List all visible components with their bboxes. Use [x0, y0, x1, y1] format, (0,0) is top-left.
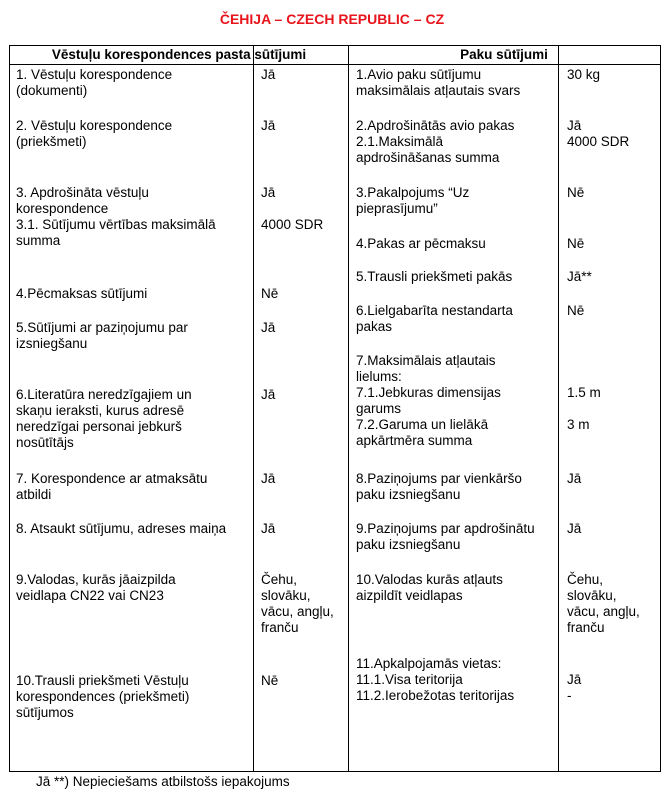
- parcels-header: Paku sūtījumi: [460, 47, 548, 62]
- parcels-row-7-label: 7.Maksimālais atļautais lielums: 7.1.Jebkuras dimensijas garums 7.2.Garuma un lielākā apkārtmēra summa: [356, 353, 501, 448]
- parcels-row-8-label: 8.Paziņojums par vienkāršo paku izsniegšanu: [356, 471, 522, 502]
- letters-row-1-label: 1. Vēstuļu korespondence (dokumenti): [16, 67, 173, 98]
- letters-header: Vēstuļu korespondences pasta sūtījumi: [51, 47, 307, 62]
- letters-row-7-label: 7. Korespondence ar atmaksātu atbildi: [16, 471, 208, 502]
- page-title: ČEHIJA – CZECH REPUBLIC – CZ: [219, 11, 445, 27]
- parcels-row-10-label: 10.Valodas kurās atļauts aizpildīt veidlapas: [356, 572, 503, 603]
- parcels-row-1-value: 30 kg: [567, 67, 601, 82]
- letters-row-6-value: Jā: [261, 387, 276, 402]
- letters-row-5-value: Jā: [261, 320, 276, 335]
- letters-row-2-value: Jā: [261, 118, 276, 133]
- parcels-row-5-value: Jā**: [567, 269, 592, 284]
- parcels-row-9-value: Jā: [567, 521, 582, 536]
- parcels-row-1-label: 1.Avio paku sūtījumu maksimālais atļautais svars: [356, 67, 521, 98]
- parcels-row-11-value: Jā -: [567, 672, 582, 703]
- services-table: [9, 45, 661, 772]
- letters-row-5-label: 5.Sūtījumi ar paziņojumu par izsniegšanu: [16, 320, 188, 351]
- letters-row-1-value: Jā: [261, 67, 276, 82]
- parcels-row-11-label: 11.Apkalpojamās vietas: 11.1.Visa teritorija 11.2.Ierobežotas teritorijas: [356, 656, 515, 703]
- parcels-row-7-value: 1.5 m 3 m: [567, 385, 601, 432]
- parcels-row-6-label: 6.Lielgabarīta nestandarta pakas: [356, 303, 513, 334]
- parcels-row-8-value: Jā: [567, 471, 582, 486]
- parcels-row-9-label: 9.Paziņojums par apdrošinātu paku izsniegšanu: [356, 521, 535, 552]
- letters-row-10-value: Nē: [261, 673, 279, 688]
- parcels-row-5-label: 5.Trausli priekšmeti pakās: [356, 269, 513, 284]
- letters-row-4-label: 4.Pēcmaksas sūtījumi: [16, 286, 148, 301]
- parcels-row-3-label: 3.Pakalpojums “Uz pieprasījumu”: [356, 185, 470, 216]
- letters-row-4-value: Nē: [261, 286, 279, 301]
- letters-row-6-label: 6.Literatūra neredzīgajiem un skaņu ieraksti, kurus adresē neredzīgai personai jebkurš nosūtītājs: [16, 387, 192, 450]
- parcels-row-10-value: Čehu, slovāku, vācu, angļu, franču: [567, 572, 640, 635]
- letters-row-10-label: 10.Trausli priekšmeti Vēstuļu korespondences (priekšmeti) sūtījumos: [16, 673, 190, 720]
- letters-row-9-value: Čehu, slovāku, vācu, angļu, franču: [261, 572, 334, 635]
- parcels-row-2-label: 2.Apdrošinātās avio pakas 2.1.Maksimālā apdrošināšanas summa: [356, 118, 515, 165]
- parcels-row-3-value: Nē: [567, 185, 585, 200]
- header-divider: [10, 64, 660, 65]
- letters-row-2-label: 2. Vēstuļu korespondence (priekšmeti): [16, 118, 173, 149]
- footnote: Jā **) Nepieciešams atbilstošs iepakojums: [36, 774, 290, 789]
- column-divider: [558, 46, 559, 771]
- parcels-row-4-label: 4.Pakas ar pēcmaksu: [356, 236, 486, 251]
- letters-row-9-label: 9.Valodas, kurās jāaizpilda veidlapa CN22 vai CN23: [16, 572, 176, 603]
- letters-row-3-value: Jā 4000 SDR: [261, 185, 324, 232]
- letters-row-8-value: Jā: [261, 521, 276, 536]
- letters-row-8-label: 8. Atsaukt sūtījumu, adreses maiņa: [16, 521, 227, 536]
- parcels-row-2-value: Jā 4000 SDR: [567, 118, 630, 149]
- column-divider: [253, 46, 254, 771]
- letters-row-7-value: Jā: [261, 471, 276, 486]
- parcels-row-4-value: Nē: [567, 236, 585, 251]
- letters-row-3-label: 3. Apdrošināta vēstuļu korespondence 3.1. Sūtījumu vērtības maksimālā summa: [16, 185, 216, 248]
- parcels-row-6-value: Nē: [567, 303, 585, 318]
- section-divider: [348, 46, 349, 771]
